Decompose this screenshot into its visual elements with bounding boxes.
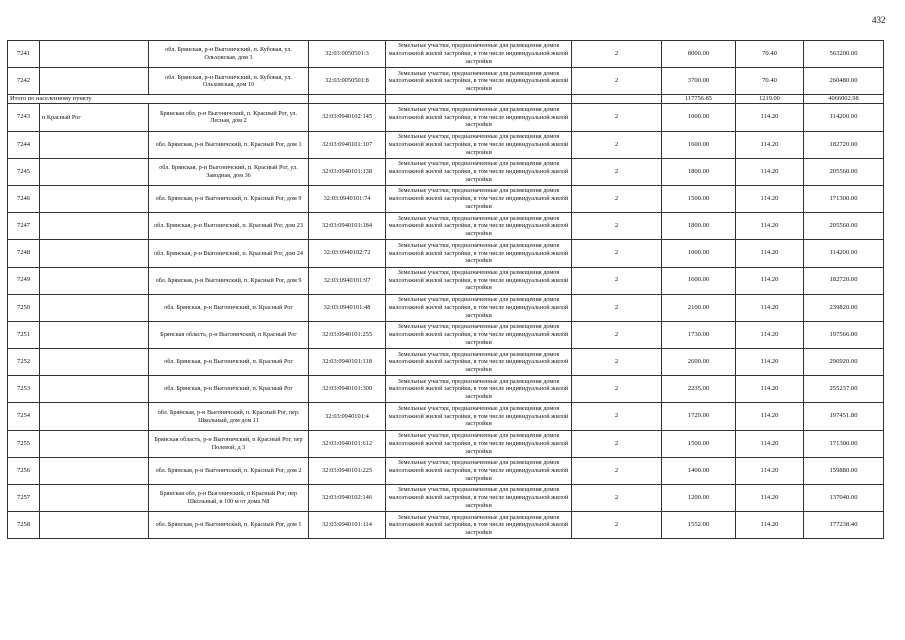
address-cell: обл. Брянская, р-н Выгоничский, п. Красный Рог (149, 294, 309, 321)
land-purpose: Земельные участки, предназначенные для размещения домов малоэтажной жилой застройки, в том числе индивидуальной жилой застройки (386, 68, 572, 95)
specific-value: 114.20 (736, 485, 804, 512)
address-cell: обл. Брянская, р-н Выгоничский, п. Красный Рог, дом 1 (149, 131, 309, 158)
row-number: 7243 (8, 104, 40, 131)
table-row (8, 104, 884, 131)
total-label: Итого по населенному пункту (8, 95, 309, 104)
cadastral-value: 205560.00 (804, 158, 884, 185)
land-purpose: Земельные участки, предназначенные для размещения домов малоэтажной жилой застройки, в том числе индивидуальной жилой застройки (386, 267, 572, 294)
specific-value: 114.20 (736, 185, 804, 212)
cadastral-value: 177238.40 (804, 512, 884, 539)
land-purpose: Земельные участки, предназначенные для размещения домов малоэтажной жилой застройки, в том числе индивидуальной жилой застройки (386, 213, 572, 240)
table-body-total (8, 95, 884, 104)
cadastral-number: 32:03:0940102:145 (309, 104, 386, 131)
cadastral-value-table (7, 40, 884, 539)
settlement-name (40, 213, 149, 240)
settlement-name: п Красный Рог (40, 104, 149, 131)
row-number: 7247 (8, 213, 40, 240)
area-value: 2600.00 (662, 349, 736, 376)
area-value: 1500.00 (662, 430, 736, 457)
cadastral-value: 563200.00 (804, 41, 884, 68)
cadastral-number: 32:03:0940101:4 (309, 403, 386, 430)
cadastral-number: 32:03:0940101:114 (309, 512, 386, 539)
address-cell: Брянская область, р-н Выгоничский, п Красный Рог, пер Полевой, д 3 (149, 430, 309, 457)
purpose-group: 2 (572, 240, 662, 267)
settlement-name (40, 185, 149, 212)
table-row (8, 512, 884, 539)
cadastral-number: 32:03:0050501:8 (309, 68, 386, 95)
cadastral-number: 32:03:0940101:184 (309, 213, 386, 240)
cadastral-value: 137040.00 (804, 485, 884, 512)
cadastral-number: 32:03:0940101:225 (309, 457, 386, 484)
cadastral-value: 159880.00 (804, 457, 884, 484)
table-row (8, 349, 884, 376)
settlement-name (40, 240, 149, 267)
table-row (8, 403, 884, 430)
cadastral-number: 32:03:0940101:107 (309, 131, 386, 158)
purpose-group: 2 (572, 457, 662, 484)
address-cell: обл. Брянская, р-н Выгоничский, п. Красный Рог, дом 9 (149, 267, 309, 294)
settlement-name (40, 485, 149, 512)
area-value: 1000.00 (662, 240, 736, 267)
specific-value: 70.40 (736, 68, 804, 95)
settlement-name (40, 41, 149, 68)
purpose-group: 2 (572, 403, 662, 430)
land-purpose: Земельные участки, предназначенные для размещения домов малоэтажной жилой застройки, в том числе индивидуальной жилой застройки (386, 131, 572, 158)
address-cell: обл. Брянская, р-н Выгоничский, п. Красный Рог, дом 9 (149, 185, 309, 212)
specific-value: 114.20 (736, 430, 804, 457)
land-purpose: Земельные участки, предназначенные для размещения домов малоэтажной жилой застройки, в том числе индивидуальной жилой застройки (386, 185, 572, 212)
cadastral-number: 32:03:0940101:138 (309, 158, 386, 185)
table-body-after-total (8, 104, 884, 539)
row-number: 7258 (8, 512, 40, 539)
address-cell: Брянская обл, р-н Выгоничский, п. Красный Рог, ул. Лесная, дом 2 (149, 104, 309, 131)
land-purpose: Земельные участки, предназначенные для размещения домов малоэтажной жилой застройки, в том числе индивидуальной жилой застройки (386, 104, 572, 131)
land-purpose: Земельные участки, предназначенные для размещения домов малоэтажной жилой застройки, в том числе индивидуальной жилой застройки (386, 349, 572, 376)
address-cell: Брянская область, р-н Выгоничский, п Красный Рог (149, 321, 309, 348)
table-row (8, 158, 884, 185)
settlement-name (40, 131, 149, 158)
row-number: 7250 (8, 294, 40, 321)
cadastral-value: 296920.00 (804, 349, 884, 376)
specific-value: 114.20 (736, 158, 804, 185)
specific-value: 114.20 (736, 403, 804, 430)
table-row (8, 213, 884, 240)
cadastral-value: 171300.00 (804, 430, 884, 457)
land-purpose: Земельные участки, предназначенные для размещения домов малоэтажной жилой застройки, в том числе индивидуальной жилой застройки (386, 457, 572, 484)
purpose-group: 2 (572, 376, 662, 403)
purpose-group: 2 (572, 68, 662, 95)
cadastral-number: 32:03:0940101:300 (309, 376, 386, 403)
address-cell: обл. Брянская, р-н Выгоничский, п. Красный Рог (149, 349, 309, 376)
area-value: 1800.00 (662, 158, 736, 185)
specific-value: 114.20 (736, 294, 804, 321)
purpose-group: 2 (572, 430, 662, 457)
area-value: 2100.00 (662, 294, 736, 321)
land-purpose: Земельные участки, предназначенные для размещения домов малоэтажной жилой застройки, в том числе индивидуальной жилой застройки (386, 41, 572, 68)
table-row (8, 185, 884, 212)
settlement-name (40, 376, 149, 403)
purpose-group: 2 (572, 104, 662, 131)
purpose-group: 2 (572, 185, 662, 212)
settlement-name (40, 158, 149, 185)
row-number: 7245 (8, 158, 40, 185)
address-cell: обл. Брянская, р-н Выгоничский, п. Красный Рог (149, 376, 309, 403)
cadastral-number: 32:03:0940102:146 (309, 485, 386, 512)
table-row (8, 240, 884, 267)
area-value: 8000.00 (662, 41, 736, 68)
row-number: 7246 (8, 185, 40, 212)
cadastral-value: 197451.80 (804, 403, 884, 430)
address-cell: обл. Брянская, р-н Выгоничский, п. Красный Рог, дом 23 (149, 213, 309, 240)
area-value: 1600.00 (662, 267, 736, 294)
land-purpose: Земельные участки, предназначенные для размещения домов малоэтажной жилой застройки, в том числе индивидуальной жилой застройки (386, 403, 572, 430)
table-row (8, 485, 884, 512)
row-number: 7249 (8, 267, 40, 294)
row-number: 7257 (8, 485, 40, 512)
specific-value: 114.20 (736, 267, 804, 294)
purpose-group: 2 (572, 294, 662, 321)
specific-value: 114.20 (736, 512, 804, 539)
land-purpose: Земельные участки, предназначенные для размещения домов малоэтажной жилой застройки, в том числе индивидуальной жилой застройки (386, 485, 572, 512)
purpose-group: 2 (572, 41, 662, 68)
area-value: 1729.00 (662, 403, 736, 430)
specific-value: 114.20 (736, 131, 804, 158)
purpose-group: 2 (572, 213, 662, 240)
settlement-name (40, 512, 149, 539)
total-empty-cell (309, 95, 386, 104)
table-row (8, 131, 884, 158)
settlement-name (40, 403, 149, 430)
total-area: 117756.85 (662, 95, 736, 104)
cadastral-number: 32:03:0940101:118 (309, 349, 386, 376)
specific-value: 114.20 (736, 240, 804, 267)
specific-value: 114.20 (736, 321, 804, 348)
cadastral-number: 32:03:0940101:612 (309, 430, 386, 457)
row-number: 7253 (8, 376, 40, 403)
cadastral-value: 114200.00 (804, 104, 884, 131)
land-purpose: Земельные участки, предназначенные для размещения домов малоэтажной жилой застройки, в том числе индивидуальной жилой застройки (386, 294, 572, 321)
address-cell: Брянская обл, р-н Выгоничский, п Красный Рог, пер Школьный, в 100 м от дома N8 (149, 485, 309, 512)
cadastral-number: 32:03:0940102:72 (309, 240, 386, 267)
settlement-name (40, 267, 149, 294)
settlement-name (40, 294, 149, 321)
land-purpose: Земельные участки, предназначенные для размещения домов малоэтажной жилой застройки, в том числе индивидуальной жилой застройки (386, 512, 572, 539)
address-cell: обл. Брянская, р-н Выгоничский, п. Красный Рог, пер. Школьный, дом дом 11 (149, 403, 309, 430)
settlement-name (40, 430, 149, 457)
area-value: 3700.00 (662, 68, 736, 95)
area-value: 1800.00 (662, 213, 736, 240)
address-cell: обл. Брянская, р-н Выгоничский, п. Кубовая, ул. Ольховская, дом 3 (149, 41, 309, 68)
row-number: 7244 (8, 131, 40, 158)
cadastral-value: 182720.00 (804, 267, 884, 294)
row-number: 7248 (8, 240, 40, 267)
cadastral-value: 182720.00 (804, 131, 884, 158)
settlement-name (40, 68, 149, 95)
land-purpose: Земельные участки, предназначенные для размещения домов малоэтажной жилой застройки, в том числе индивидуальной жилой застройки (386, 158, 572, 185)
specific-value: 114.20 (736, 376, 804, 403)
specific-value: 114.20 (736, 213, 804, 240)
settlement-name (40, 349, 149, 376)
cadastral-value: 171300.00 (804, 185, 884, 212)
table-row (8, 267, 884, 294)
table-body-before-total (8, 41, 884, 95)
purpose-group: 2 (572, 158, 662, 185)
row-number: 7251 (8, 321, 40, 348)
total-rate: 1219.00 (736, 95, 804, 104)
table-row (8, 321, 884, 348)
table-row (8, 294, 884, 321)
specific-value: 114.20 (736, 104, 804, 131)
cadastral-value: 205560.00 (804, 213, 884, 240)
table-row (8, 430, 884, 457)
address-cell: обл. Брянская, р-н Выгоничский, п. Красный Рог, дом 2 (149, 457, 309, 484)
total-empty-cell (572, 95, 662, 104)
page-number: 432 (872, 15, 886, 25)
cadastral-number: 32:03:0050501:3 (309, 41, 386, 68)
row-number: 7256 (8, 457, 40, 484)
purpose-group: 2 (572, 267, 662, 294)
address-cell: обл. Брянская, р-н Выгоничский, п. Красный Рог, дом 1 (149, 512, 309, 539)
purpose-group: 2 (572, 321, 662, 348)
area-value: 1500.00 (662, 185, 736, 212)
cadastral-number: 32:03:0940101:97 (309, 267, 386, 294)
row-number: 7254 (8, 403, 40, 430)
row-number: 7241 (8, 41, 40, 68)
land-purpose: Земельные участки, предназначенные для размещения домов малоэтажной жилой застройки, в том числе индивидуальной жилой застройки (386, 240, 572, 267)
cadastral-number: 32:03:0940101:255 (309, 321, 386, 348)
area-value: 1730.00 (662, 321, 736, 348)
total-value: 4066002.98 (804, 95, 884, 104)
specific-value: 70.40 (736, 41, 804, 68)
land-purpose: Земельные участки, предназначенные для размещения домов малоэтажной жилой застройки, в том числе индивидуальной жилой застройки (386, 321, 572, 348)
settlement-name (40, 457, 149, 484)
cadastral-number: 32:03:0940101:48 (309, 294, 386, 321)
purpose-group: 2 (572, 485, 662, 512)
land-purpose: Земельные участки, предназначенные для размещения домов малоэтажной жилой застройки, в том числе индивидуальной жилой застройки (386, 430, 572, 457)
table-row (8, 68, 884, 95)
purpose-group: 2 (572, 512, 662, 539)
table-row (8, 376, 884, 403)
specific-value: 114.20 (736, 349, 804, 376)
address-cell: обл. Брянская, р-н Выгоничский, п. Красный Рог, ул. Заводная, дом 36 (149, 158, 309, 185)
area-value: 1000.00 (662, 104, 736, 131)
area-value: 1200.00 (662, 485, 736, 512)
specific-value: 114.20 (736, 457, 804, 484)
area-value: 1400.00 (662, 457, 736, 484)
row-number: 7255 (8, 430, 40, 457)
total-empty-cell (386, 95, 572, 104)
address-cell: обл. Брянская, р-н Выгоничский, п. Кубовая, ул. Ольховская, дом 10 (149, 68, 309, 95)
area-value: 1600.00 (662, 131, 736, 158)
cadastral-number: 32:03:0940101:74 (309, 185, 386, 212)
area-value: 2235.00 (662, 376, 736, 403)
land-purpose: Земельные участки, предназначенные для размещения домов малоэтажной жилой застройки, в том числе индивидуальной жилой застройки (386, 376, 572, 403)
cadastral-value: 239820.00 (804, 294, 884, 321)
row-number: 7242 (8, 68, 40, 95)
cadastral-value: 255237.00 (804, 376, 884, 403)
table-row (8, 457, 884, 484)
table-row (8, 41, 884, 68)
purpose-group: 2 (572, 131, 662, 158)
cadastral-value: 114200.00 (804, 240, 884, 267)
address-cell: обл. Брянская, р-н Выгоничский, п. Красный Рог, дом 24 (149, 240, 309, 267)
settlement-total-row (8, 95, 884, 104)
cadastral-value: 260480.00 (804, 68, 884, 95)
row-number: 7252 (8, 349, 40, 376)
area-value: 1552.00 (662, 512, 736, 539)
settlement-name (40, 321, 149, 348)
cadastral-value: 197566.00 (804, 321, 884, 348)
purpose-group: 2 (572, 349, 662, 376)
